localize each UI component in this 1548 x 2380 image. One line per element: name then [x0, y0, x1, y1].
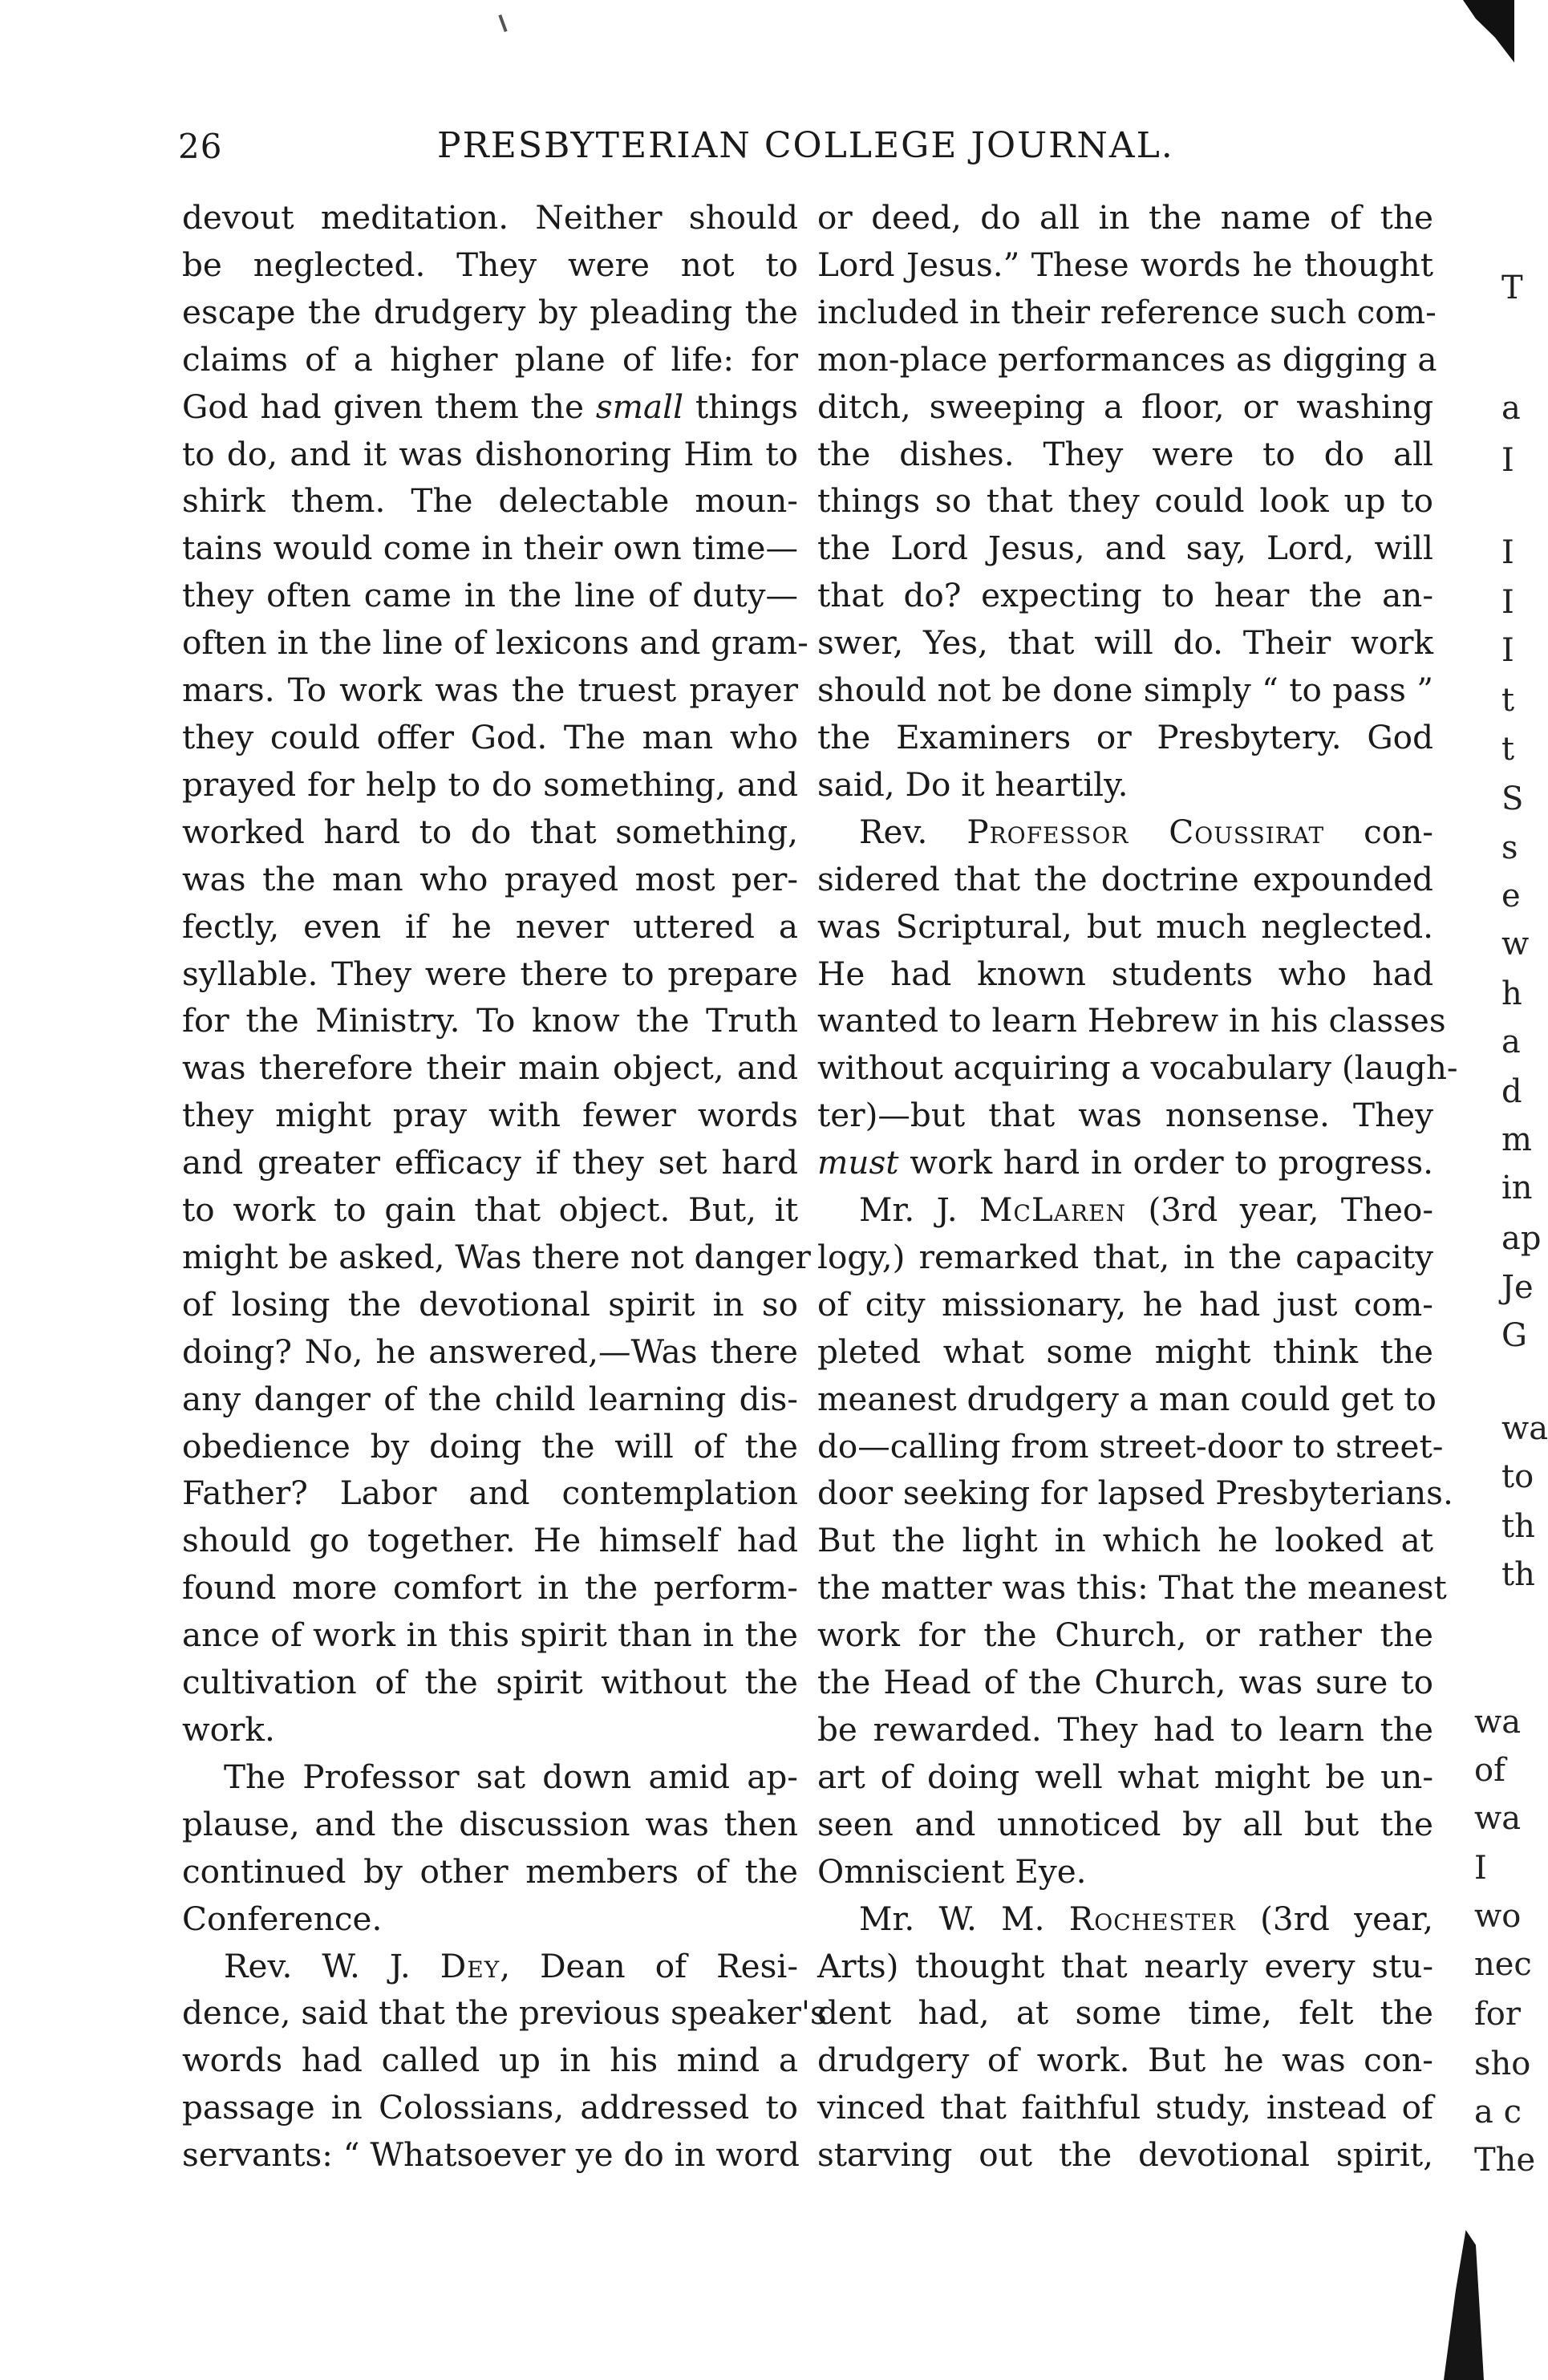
text-run: things	[683, 387, 798, 426]
text-line: words had called up in his mind a	[182, 2041, 798, 2080]
text-line: starving out the devotional spirit,	[817, 2135, 1433, 2175]
text-line: or deed, do all in the name of the	[817, 198, 1433, 237]
text-line: devout meditation. Neither should	[182, 198, 798, 237]
text-line: was the man who prayed most per-	[182, 859, 798, 898]
edge-fragment: a c	[1474, 2094, 1522, 2131]
page-number: 26	[178, 127, 223, 166]
page-header	[0, 112, 1514, 176]
text-line	[182, 383, 798, 431]
text-line: Arts) thought that nearly every stu-	[817, 1946, 1433, 1985]
text-line: mars. To work was the truest prayer	[182, 671, 798, 710]
text-line: mon-place performances as digging a	[817, 339, 1437, 379]
edge-fragment: wa	[1474, 1800, 1522, 1837]
text-run: work hard in order to progress.	[898, 1143, 1433, 1182]
text-line: logy,) remarked that, in the capacity	[817, 1237, 1433, 1276]
text-line: He had known students who had	[817, 954, 1433, 993]
text-line: should go together. He himself had	[182, 1521, 798, 1560]
text-line: meanest drudgery a man could get to	[817, 1379, 1437, 1418]
text-line	[817, 1895, 1433, 1943]
text-line: might be asked, Was there not danger	[182, 1237, 811, 1276]
edge-fragment: m	[1501, 1121, 1532, 1158]
text-line: But the light in which he looked at	[817, 1521, 1433, 1560]
paragraph-rochester	[817, 1895, 1433, 2179]
edge-fragment: ap	[1501, 1220, 1542, 1257]
text-line: work.	[182, 1710, 275, 1749]
edge-fragment: a	[1501, 390, 1521, 427]
print-speck	[498, 14, 507, 32]
text-run: Rev.	[859, 812, 967, 851]
text-line: to do, and it was dishonoring Him to	[182, 434, 798, 473]
text-line: shirk them. The delectable moun-	[182, 481, 798, 521]
text-line: any danger of the child learning dis-	[182, 1379, 798, 1418]
text-line: prayed for help to do something, and	[182, 764, 798, 804]
text-line: vinced that faithful study, instead of	[817, 2088, 1433, 2127]
facing-page-edge	[1461, 0, 1548, 2380]
edge-fragment: I	[1501, 442, 1514, 479]
text-line: the Lord Jesus, and say, Lord, will	[817, 529, 1433, 568]
edge-fragment: T	[1501, 270, 1523, 306]
text-line: syllable. They were there to prepare	[182, 954, 798, 993]
text-line: things so that they could look up to	[817, 481, 1433, 521]
text-line: should not be done simply “ to pass ”	[817, 671, 1433, 710]
text-line: of losing the devotional spirit in so	[182, 1284, 798, 1324]
text-line: dence, said that the previous speaker's	[182, 1993, 827, 2033]
text-run: (3rd year,	[1235, 1899, 1433, 1938]
text-line: doing? No, he answered,—Was there	[182, 1332, 798, 1371]
paragraph-continued	[182, 194, 811, 1754]
right-column	[817, 194, 1458, 2179]
speaker-name: McLaren	[979, 1190, 1127, 1230]
paragraph-mclaren	[817, 1186, 1453, 1895]
text-run: God had given them the	[182, 387, 596, 426]
text-run: , Dean of Resi-	[500, 1946, 798, 1985]
text-line: Lord Jesus.” These words he thought	[817, 245, 1433, 284]
text-line: that do? expecting to hear the an-	[817, 576, 1433, 615]
paragraph-rev-dey	[182, 1943, 827, 2179]
edge-fragment: a	[1501, 1024, 1521, 1060]
text-run: (3rd year, Theo-	[1126, 1190, 1433, 1230]
edge-fragment: wo	[1474, 1898, 1522, 1935]
text-run: Mr. W. M.	[859, 1899, 1069, 1938]
edge-fragment: I	[1501, 534, 1514, 571]
text-line: to work to gain that object. But, it	[182, 1190, 798, 1230]
text-line: Conference.	[182, 1899, 383, 1938]
text-line: dent had, at some time, felt the	[817, 1993, 1433, 2033]
edge-fragment: Je	[1501, 1269, 1534, 1306]
emphasis-must: must	[817, 1143, 899, 1182]
text-line: Father? Labor and contemplation	[182, 1474, 798, 1513]
edge-fragment: I	[1501, 584, 1514, 621]
edge-fragment: in	[1501, 1170, 1533, 1206]
edge-fragment: t	[1501, 682, 1515, 719]
text-line: they often came in the line of duty—	[182, 576, 798, 615]
text-line: be neglected. They were not to	[182, 245, 798, 284]
text-line: obedience by doing the will of the	[182, 1426, 798, 1466]
edge-fragment: I	[1474, 1850, 1487, 1887]
edge-fragment: th	[1501, 1508, 1535, 1545]
text-line: the Examiners or Presbytery. God	[817, 717, 1433, 756]
text-line: tains would come in their own time—	[182, 529, 798, 568]
text-line: art of doing well what might be un-	[817, 1757, 1433, 1796]
paragraph-professor-sat	[182, 1754, 798, 1943]
text-line: and greater efficacy if they set hard	[182, 1143, 798, 1182]
text-line: ditch, sweeping a floor, or washing	[817, 387, 1433, 426]
text-line	[817, 1139, 1433, 1186]
text-run: Rev. W. J.	[224, 1946, 440, 1985]
edge-fragment: h	[1501, 975, 1522, 1012]
text-line: servants: “ Whatsoever ye do in word	[182, 2135, 800, 2175]
running-title: PRESBYTERIAN COLLEGE JOURNAL.	[437, 125, 1174, 166]
text-line: found more comfort in the perform-	[182, 1568, 798, 1608]
text-line: worked hard to do that something,	[182, 812, 798, 851]
text-line: of city missionary, he had just com-	[817, 1284, 1433, 1324]
text-line: fectly, even if he never uttered a	[182, 906, 798, 946]
text-line: ter)—but that was nonsense. They	[817, 1096, 1433, 1135]
edge-fragment: wa	[1501, 1410, 1548, 1447]
text-line: Omniscient Eye.	[817, 1851, 1087, 1891]
emphasis-small: small	[595, 387, 684, 426]
text-line: they might pray with fewer words	[182, 1096, 798, 1135]
edge-fragment: sho	[1474, 2046, 1531, 2082]
text-line: cultivation of the spirit without the	[182, 1663, 798, 1702]
text-run: con-	[1324, 812, 1433, 851]
text-line: door seeking for lapsed Presbyterians.	[817, 1474, 1453, 1513]
text-line: without acquiring a vocabulary (laugh-	[817, 1048, 1458, 1088]
edge-fragment: th	[1501, 1556, 1535, 1593]
text-line: passage in Colossians, addressed to	[182, 2088, 798, 2127]
speaker-name: Dey	[440, 1946, 500, 1985]
text-line: the dishes. They were to do all	[817, 434, 1433, 473]
text-line: The Professor sat down amid ap-	[224, 1757, 798, 1796]
text-line: said, Do it heartily.	[817, 764, 1129, 804]
edge-fragment: t	[1501, 731, 1515, 768]
left-column	[182, 194, 827, 2179]
text-line	[182, 1943, 798, 1990]
edge-fragment: s	[1501, 829, 1518, 866]
text-line: the Head of the Church, was sure to	[817, 1663, 1433, 1702]
text-line: for the Ministry. To know the Truth	[182, 1001, 798, 1040]
text-line	[817, 809, 1433, 856]
text-line: be rewarded. They had to learn the	[817, 1710, 1433, 1749]
paragraph-continued	[817, 194, 1437, 809]
edge-fragment: wa	[1474, 1704, 1522, 1741]
text-line: work for the Church, or rather the	[817, 1616, 1433, 1655]
edge-fragment: d	[1501, 1073, 1522, 1110]
text-line: seen and unnoticed by all but the	[817, 1804, 1433, 1843]
text-line: they could offer God. The man who	[182, 717, 798, 756]
text-line: was Scriptural, but much neglected.	[817, 906, 1433, 946]
speaker-name: Professor Coussirat	[966, 812, 1325, 851]
text-line: wanted to learn Hebrew in his classes	[817, 1001, 1446, 1040]
edge-fragment: G	[1501, 1317, 1527, 1354]
text-line: pleted what some might think the	[817, 1332, 1433, 1371]
text-line: swer, Yes, that will do. Their work	[817, 623, 1433, 663]
text-line: continued by other members of the	[182, 1851, 798, 1891]
text-line: plause, and the discussion was then	[182, 1804, 798, 1843]
edge-fragment: S	[1501, 780, 1524, 817]
text-line: escape the drudgery by pleading the	[182, 292, 798, 331]
text-line: do—calling from street-door to street-	[817, 1426, 1444, 1466]
edge-fragment: to	[1501, 1458, 1534, 1495]
speaker-name: Rochester	[1068, 1899, 1236, 1938]
text-line: ance of work in this spirit than in the	[182, 1616, 798, 1655]
text-line: often in the line of lexicons and gram-	[182, 623, 808, 663]
text-line	[817, 1186, 1433, 1234]
edge-fragment: e	[1501, 878, 1521, 914]
edge-fragment: nec	[1474, 1946, 1532, 1983]
text-line: sidered that the doctrine expounded	[817, 859, 1433, 898]
paragraph-coussirat	[817, 809, 1458, 1186]
edge-fragment: w	[1501, 926, 1530, 963]
edge-fragment: The	[1474, 2142, 1536, 2179]
text-line: included in their reference such com-	[817, 292, 1437, 331]
text-line: was therefore their main object, and	[182, 1048, 798, 1088]
text-line: drudgery of work. But he was con-	[817, 2041, 1433, 2080]
edge-fragment: for	[1474, 1996, 1522, 2033]
text-line: claims of a higher plane of life: for	[182, 339, 798, 379]
text-run: Mr. J.	[859, 1190, 980, 1230]
edge-fragment: I	[1501, 632, 1514, 669]
edge-fragment: of	[1474, 1752, 1505, 1789]
text-line: the matter was this: That the meanest	[817, 1568, 1447, 1608]
